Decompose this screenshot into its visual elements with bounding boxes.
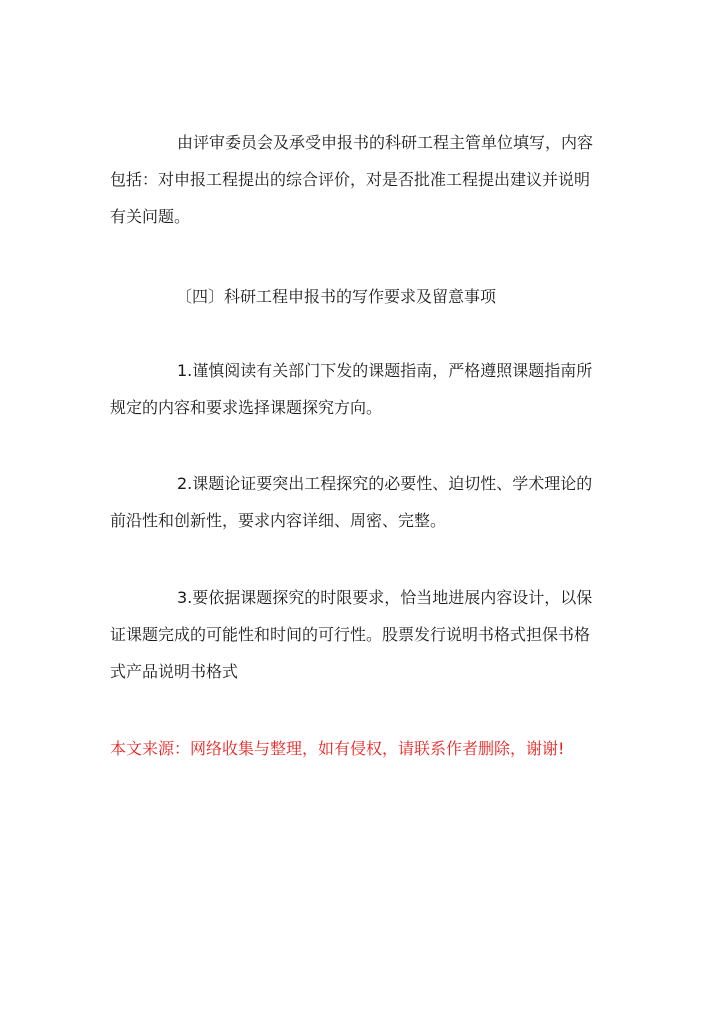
item-2-line-1: 2.课题论证要突出工程探究的必要性、迫切性、学术理论的 [177,474,593,493]
item-1-line-1: 1.谨慎阅读有关部门下发的课题指南，严格遵照课题指南所 [177,361,593,380]
item-3-line-3: 式产品说明书格式 [110,662,239,681]
item-3-line-2: 证课题完成的可能性和时间的可行性。股票发行说明书格式担保书格 [110,625,591,644]
paragraph-1-line-3: 有关问题。 [110,207,191,226]
item-2-line-2: 前沿性和创新性，要求内容详细、周密、完整。 [110,511,447,530]
item-3-line-1: 3.要依据课题探究的时限要求，恰当地进展内容设计，以保 [177,588,593,607]
item-1-line-2: 规定的内容和要求选择课题探究方向。 [110,398,383,417]
paragraph-1-line-1: 由评审委员会及承受申报书的科研工程主管单位填写，内容 [177,133,594,152]
source-notice: 本文来源：网络收集与整理，如有侵权，请联系作者删除，谢谢! [110,739,565,758]
paragraph-1-line-2: 包括：对申报工程提出的综合评价，对是否批准工程提出建议并说明 [110,170,591,189]
section-heading: 〔四〕科研工程申报书的写作要求及留意事项 [176,287,497,306]
